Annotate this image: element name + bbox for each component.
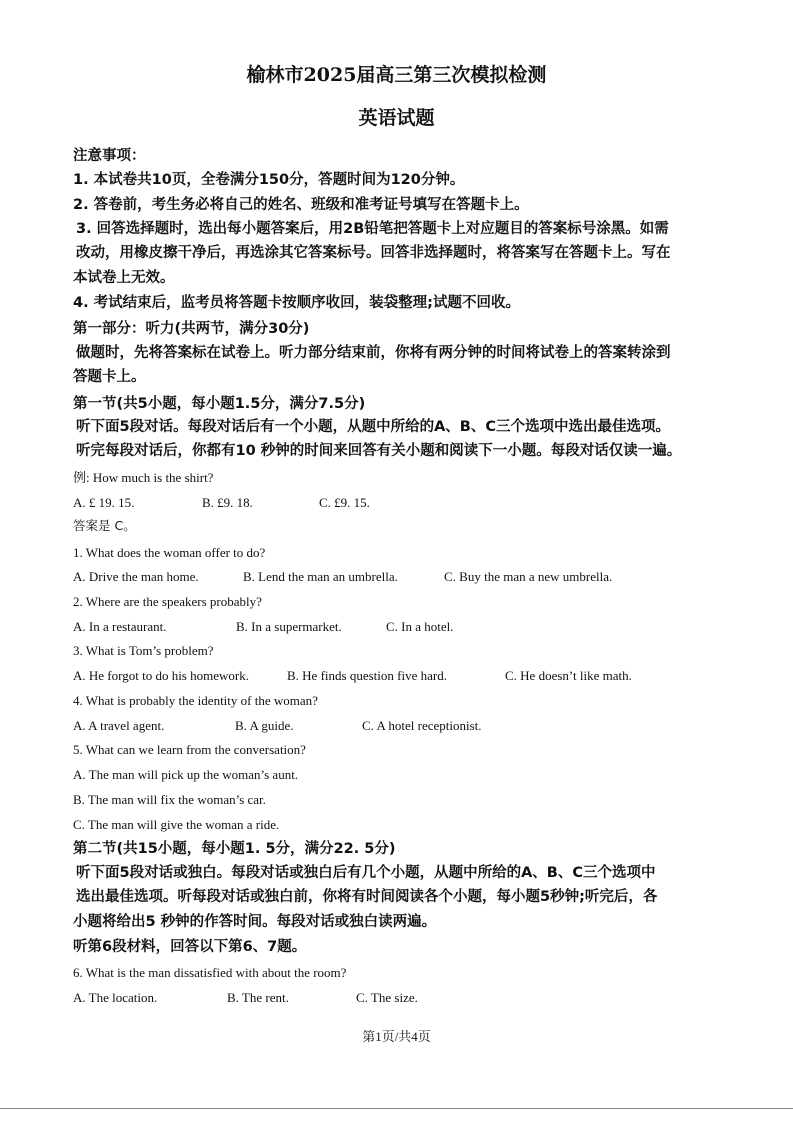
q3-option-a: A. He forgot to do his homework. xyxy=(73,668,249,683)
question-6: 6. What is the man dissatisfied with about the room? xyxy=(73,965,347,980)
part1-heading: 第一部分：听力(共两节，满分30分) xyxy=(73,321,310,337)
q3-option-b: B. He finds question five hard. xyxy=(287,668,447,683)
notice-item-1: 1. 本试卷共10页，全卷满分150分，答题时间为120分钟。 xyxy=(73,172,465,188)
notice-item-4: 4. 考试结束后，监考员将答题卡按顺序收回，装袋整理;试题不回收。 xyxy=(73,295,520,311)
q6-option-b: B. The rent. xyxy=(227,990,289,1005)
q4-option-a: A. A travel agent. xyxy=(73,718,165,733)
section1-instruction: 听下面5段对话。每段对话后有一个小题，从题中所给的A、B、C三个选项中选出最佳选项。 xyxy=(76,419,671,435)
material-6-heading: 听第6段材料，回答以下第6、7题。 xyxy=(73,939,307,955)
q1-option-c: C. Buy the man a new umbrella. xyxy=(444,569,613,584)
q6-option-c: C. The size. xyxy=(356,990,418,1005)
q4-option-c: C. A hotel receptionist. xyxy=(362,718,482,733)
q1-option-b: B. Lend the man an umbrella. xyxy=(243,569,398,584)
example-option-a: A. £ 19. 15. xyxy=(73,495,135,510)
notice-item-3-end: 本试卷上无效。 xyxy=(73,270,175,286)
example-answer: 答案是 C。 xyxy=(73,518,136,533)
q2-option-b: B. In a supermarket. xyxy=(236,619,342,634)
question-2: 2. Where are the speakers probably? xyxy=(73,594,262,609)
part1-instruction-cont: 答题卡上。 xyxy=(73,369,146,385)
notice-heading: 注意事项： xyxy=(73,148,146,164)
q4-option-b: B. A guide. xyxy=(235,718,294,733)
notice-item-2: 2. 答卷前，考生务必将自己的姓名、班级和准考证号填写在答题卡上。 xyxy=(73,197,529,213)
section1-heading: 第一节(共5小题，每小题1.5分，满分7.5分) xyxy=(73,396,366,412)
question-5: 5. What can we learn from the conversation? xyxy=(73,742,306,757)
notice-item-3-cont: 改动，用橡皮擦干净后，再选涂其它答案标号。回答非选择题时，将答案写在答题卡上。写在 xyxy=(76,245,671,261)
q2-option-c: C. In a hotel. xyxy=(386,619,454,634)
question-1: 1. What does the woman offer to do? xyxy=(73,545,266,560)
q2-option-a: A. In a restaurant. xyxy=(73,619,167,634)
q5-option-b: B. The man will fix the woman’s car. xyxy=(73,792,266,807)
part1-instruction: 做题时，先将答案标在试卷上。听力部分结束前，你将有两分钟的时间将试卷上的答案转涂到 xyxy=(76,345,671,361)
example-question: 例: How much is the shirt? xyxy=(73,470,214,485)
exam-title: 榆林市2025届高三第三次模拟检测 xyxy=(246,64,547,86)
section2-instruction: 听下面5段对话或独白。每段对话或独白后有几个小题，从题中所给的A、B、C三个选项中 xyxy=(76,865,656,881)
notice-item-3: 3. 回答选择题时，选出每小题答案后，用2B铅笔把答题卡上对应题目的答案标号涂黑。如需 xyxy=(76,221,669,237)
question-3: 3. What is Tom’s problem? xyxy=(73,643,214,658)
q1-option-a: A. Drive the man home. xyxy=(73,569,199,584)
page-number: 第1页/共4页 xyxy=(362,1029,431,1044)
q3-option-c: C. He doesn’t like math. xyxy=(505,668,632,683)
example-option-c: C. £9. 15. xyxy=(319,495,370,510)
q6-option-a: A. The location. xyxy=(73,990,158,1005)
question-4: 4. What is probably the identity of the woman? xyxy=(73,693,318,708)
section2-heading: 第二节(共15小题，每小题1. 5分，满分22. 5分) xyxy=(73,841,396,857)
section1-instruction-cont: 听完每段对话后，你都有10 秒钟的时间来回答有关小题和阅读下一小题。每段对话仅读一遍。 xyxy=(76,443,682,459)
q5-option-a: A. The man will pick up the woman’s aunt. xyxy=(73,767,299,782)
section2-instruction-end: 小题将给出5 秒钟的作答时间。每段对话或独白读两遍。 xyxy=(73,914,437,930)
bottom-divider xyxy=(0,1108,793,1109)
section2-instruction-cont: 选出最佳选项。听每段对话或独白前，你将有时间阅读各个小题，每小题5秒钟;听完后，各 xyxy=(76,889,658,905)
exam-subtitle: 英语试题 xyxy=(358,107,435,129)
example-option-b: B. £9. 18. xyxy=(202,495,253,510)
q5-option-c: C. The man will give the woman a ride. xyxy=(73,817,280,832)
